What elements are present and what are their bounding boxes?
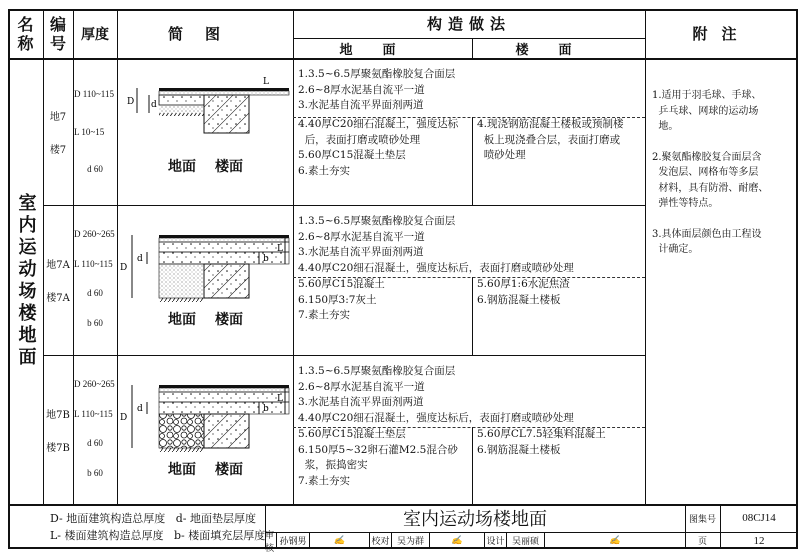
layer-item: 3.水泥基自流平界面剂两道 — [298, 99, 424, 111]
svg-text:d: d — [137, 254, 143, 264]
code-label: 楼7B — [46, 443, 70, 454]
role-name: 吴为群 — [392, 532, 430, 549]
signature: ✍ — [310, 532, 370, 549]
svg-text:b: b — [263, 254, 269, 264]
category-label: 室内运动场楼地面 — [15, 193, 37, 369]
svg-text:b: b — [263, 404, 269, 414]
floor-layers — [477, 117, 643, 164]
code-label: 楼7A — [46, 293, 70, 304]
thickness-value: b 60 — [87, 468, 103, 479]
dim-D: D — [127, 97, 135, 107]
header-code: 编号 — [49, 14, 66, 53]
signature: ✍ — [609, 535, 621, 546]
thickness-value: d 60 — [87, 438, 103, 449]
common-layers — [298, 67, 643, 114]
ground-layers — [298, 117, 470, 179]
atlas-label: 图集号 — [688, 514, 716, 525]
row-thickness — [73, 355, 117, 502]
svg-text:D: D — [120, 263, 128, 273]
floor-layers — [477, 277, 643, 308]
ground-layers — [298, 277, 470, 324]
page-number: 12 — [753, 534, 765, 547]
layer-item: 7.素土夯实 — [298, 474, 351, 487]
note-item: 1.适用于羽毛球、手球、 乒乓球、网球的运动场 地。 — [652, 90, 762, 132]
common-layers — [298, 214, 643, 276]
thickness-value: L 110~115 — [74, 408, 113, 419]
code-label: 地7 — [49, 111, 67, 123]
layer-item: 2.6~8厚水泥基自流平一道 — [298, 230, 425, 243]
header-name: 名称 — [17, 14, 34, 53]
row-codes — [43, 58, 73, 205]
thickness-value: D 260~265 — [74, 378, 115, 389]
atlas-number: 08CJ14 — [742, 512, 776, 524]
layer-item: 5.60厚C15混凝土垫层 — [298, 428, 406, 440]
layer-item: 1.3.5~6.5厚聚氨酯橡胶复合面层 — [298, 365, 456, 377]
layer-item: 4.40厚C20细石混凝土，强度达标后，表面打磨或喷砂处理 — [298, 411, 574, 424]
header-floor: 楼面 — [515, 42, 602, 58]
thickness-value: L 10~15 — [74, 126, 105, 137]
svg-text:d: d — [151, 100, 157, 110]
section-diagram — [117, 205, 293, 345]
layer-item: 3.水泥基自流平界面剂两道 — [298, 396, 424, 408]
svg-text:D: D — [120, 413, 128, 423]
role-name: 吴丽硕 — [507, 532, 545, 549]
legend-line: L- 楼面建筑构造总厚度 b- 楼面填充层厚度 — [50, 529, 266, 542]
code-label: 地7A — [46, 260, 70, 271]
signature-row — [265, 530, 685, 554]
role-name: 孙钢男 — [277, 532, 310, 549]
layer-item: 6.钢筋混凝土楼板 — [477, 443, 561, 456]
layer-item: 6.钢筋混凝土楼板 — [477, 293, 561, 306]
sheet-title: 室内运动场楼地面 — [403, 509, 547, 530]
layer-item: 6.150厚5~32卵石灌M2.5混合砂 浆，振捣密实 — [298, 443, 458, 471]
section-diagram — [117, 58, 293, 198]
role-label: 审核 — [265, 532, 277, 549]
layer-item: 6.素土夯实 — [298, 164, 351, 177]
caption-floor: 楼面 — [215, 312, 243, 328]
caption-floor: 楼面 — [215, 159, 243, 175]
notes-list — [652, 88, 797, 258]
layer-item: 4.现浇钢筋混凝土楼板或预制楼 板上现浇叠合层，表面打磨或 喷砂处理 — [477, 118, 624, 161]
layer-item: 5.60厚CL7.5轻集料混凝土 — [477, 428, 606, 440]
thickness-value: d 60 — [87, 163, 103, 174]
layer-item: 2.6~8厚水泥基自流平一道 — [298, 83, 425, 96]
header-construction: 构造做法 — [426, 15, 511, 33]
note-item: 2.聚氨酯橡胶复合面层含 发泡层、网格布等多层 材料，具有防滑、耐磨、 弹性等特点。 — [652, 151, 769, 209]
thickness-value: D 110~115 — [74, 89, 114, 100]
common-layers — [298, 364, 643, 426]
code-label: 地7B — [46, 410, 70, 421]
thickness-value: d 60 — [87, 288, 103, 299]
legend — [50, 510, 266, 544]
row-codes — [43, 205, 73, 355]
row-thickness — [73, 58, 117, 205]
caption-ground: 地面 — [168, 159, 196, 175]
layer-item: 1.3.5~6.5厚聚氨酯橡胶复合面层 — [298, 68, 456, 80]
svg-text:L: L — [277, 394, 283, 404]
header-notes: 附注 — [692, 25, 751, 43]
code-label: 楼7 — [49, 144, 67, 156]
header-diagram: 简图 — [167, 25, 242, 43]
svg-text:d: d — [137, 404, 143, 414]
page-label: 页 — [697, 537, 707, 547]
header-thickness: 厚度 — [81, 26, 109, 43]
layer-item: 1.3.5~6.5厚聚氨酯橡胶复合面层 — [298, 215, 456, 227]
layer-item: 3.水泥基自流平界面剂两道 — [298, 246, 424, 258]
layer-item: 5.60厚C15混凝土 — [298, 278, 385, 290]
layer-item: 5.60厚1:6水泥焦渣 — [477, 278, 570, 290]
note-item: 3.具体面层颜色由工程设 计确定。 — [652, 228, 762, 255]
layer-item: 6.150厚3:7灰土 — [298, 293, 377, 306]
ground-layers — [298, 427, 470, 489]
role-label: 校对 — [370, 532, 392, 549]
row-thickness — [73, 205, 117, 352]
caption-ground: 地面 — [168, 312, 196, 328]
role-label: 设计 — [485, 532, 507, 549]
layer-item: 5.60厚C15混凝土垫层 — [298, 149, 406, 161]
layer-item: 4.40厚C20细石混凝土，强度达标后，表面打磨或喷砂处理 — [298, 261, 574, 274]
legend-line: D- 地面建筑构造总厚度 d- 地面垫层厚度 — [50, 512, 256, 525]
svg-text:L: L — [263, 77, 269, 87]
thickness-value: D 260~265 — [74, 228, 115, 239]
thickness-value: L 110~115 — [74, 258, 113, 269]
svg-text:L: L — [277, 244, 283, 254]
signature: ✍ — [430, 532, 485, 549]
caption-ground: 地面 — [168, 462, 196, 478]
layer-item: 7.素土夯实 — [298, 309, 351, 321]
layer-item: 2.6~8厚水泥基自流平一道 — [298, 380, 425, 393]
caption-floor: 楼面 — [215, 462, 243, 478]
thickness-value: b 60 — [87, 318, 103, 329]
header-ground: 地面 — [339, 42, 426, 58]
section-diagram — [117, 355, 293, 495]
row-codes — [43, 355, 73, 505]
layer-item: 4.40厚C20细石混凝土，强度达标 后，表面打磨或喷砂处理 — [298, 118, 459, 146]
floor-layers — [477, 427, 643, 458]
